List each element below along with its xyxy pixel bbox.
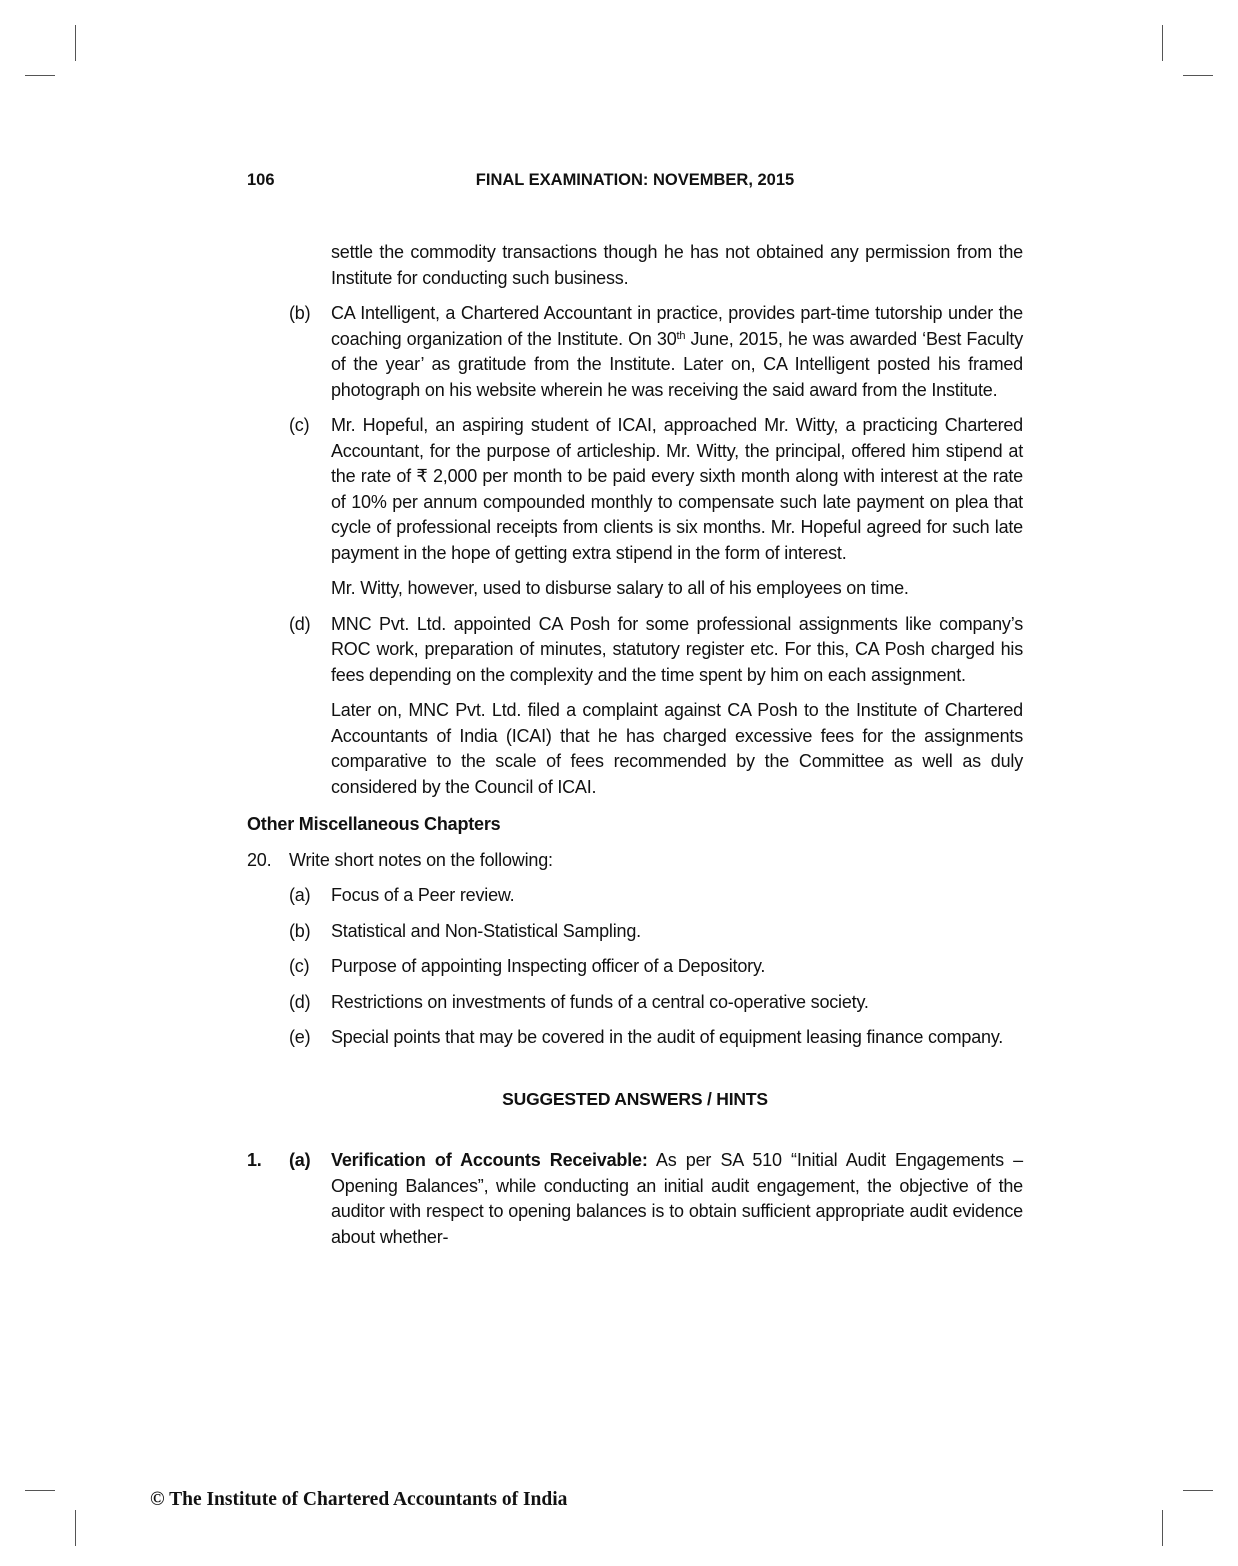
question-text: Write short notes on the following: xyxy=(289,849,553,870)
page-title: FINAL EXAMINATION: NOVEMBER, 2015 xyxy=(475,171,795,189)
continuation-paragraph: settle the commodity transactions though he has not obtained any permission from the Institute for conducting such business. xyxy=(331,242,1023,288)
crop-mark xyxy=(1183,1490,1213,1491)
answer-text: Verification of Accounts Receivable: As per SA 510 “Initial Audit Engagements – Opening Balances”, while conducting an initial audit engagement, the objective of the auditor with respect to opening balances is to obtain sufficient appropriate audit evidence about whether- xyxy=(331,1150,1023,1247)
crop-mark xyxy=(1162,1510,1163,1546)
subitem-d: (d) Restrictions on investments of funds of a central co-operative society. xyxy=(289,991,869,1012)
answer-label: (a) xyxy=(289,1150,311,1170)
crop-mark xyxy=(25,75,55,76)
subitem-e: (e) Special points that may be covered in the audit of equipment leasing finance company. xyxy=(289,1027,1004,1047)
item-label: (b) xyxy=(289,303,311,323)
answers-heading: SUGGESTED ANSWERS / HINTS xyxy=(502,1088,768,1109)
answer-1a xyxy=(247,1148,1023,1250)
item-label: (d) xyxy=(289,613,311,634)
question-number: 20. xyxy=(247,849,272,870)
item-followup: Mr. Witty, however, used to disburse salary to all of his employees on time. xyxy=(331,578,909,598)
subitem-a: (a) Focus of a Peer review. xyxy=(289,885,515,905)
item-label: (c) xyxy=(289,415,310,435)
subitem-c: (c) Purpose of appointing Inspecting officer of a Depository. xyxy=(289,956,766,976)
item-text: Mr. Hopeful, an aspiring student of ICAI, approached Mr. Witty, a practicing Chartered Accountant, for the purpose of articleship. Mr. Witty, the principal, offered him stipend at the rate of ₹ 2,000 per month to be paid every sixth month along with interest at the rate of 10% per annum compounded monthly to compensate such late payment on plea that cycle of professional receipts from clients is six months. Mr. Hopeful agreed for such late payment in the hope of getting extra stipend in the form of interest. xyxy=(331,415,1023,563)
page-header xyxy=(247,171,1023,195)
question-20 xyxy=(247,848,1023,874)
answer-number: 1. xyxy=(247,1150,262,1170)
page-content xyxy=(247,240,1023,1250)
question-item-b xyxy=(247,301,1023,403)
subitem-b: (b) Statistical and Non-Statistical Sampling. xyxy=(289,920,641,941)
question-item-d xyxy=(247,612,1023,801)
footer-copyright: © The Institute of Chartered Accountants of India xyxy=(150,1489,568,1510)
crop-mark xyxy=(1183,75,1213,76)
item-text: CA Intelligent, a Chartered Accountant in practice, provides part-time tutorship under the coaching organization of the Institute. On 30th June, 2015, he was awarded ‘Best Faculty of the year’ as gratitude from the Institute. Later on, CA Intelligent posted his framed photograph on his website wherein he was receiving the said award from the Institute. xyxy=(331,303,1023,400)
item-followup: Later on, MNC Pvt. Ltd. filed a complaint against CA Posh to the Institute of Chartered Accountants of India (ICAI) that he has charged excessive fees for the assignments comparative to the scale of fees recommended by the Committee as well as duly considered by the Council of ICAI. xyxy=(331,700,1023,797)
crop-mark xyxy=(1162,25,1163,61)
item-text: MNC Pvt. Ltd. appointed CA Posh for some professional assignments like company’s ROC work, preparation of minutes, statutory register etc. For this, CA Posh charged his fees depending on the complexity and the time spent by him on each assignment. xyxy=(331,613,1023,685)
crop-mark xyxy=(75,25,76,61)
page-number: 106 xyxy=(247,171,275,189)
crop-mark xyxy=(75,1510,76,1546)
crop-mark xyxy=(25,1490,55,1491)
section-heading: Other Miscellaneous Chapters xyxy=(247,814,501,834)
question-item-c xyxy=(247,413,1023,602)
